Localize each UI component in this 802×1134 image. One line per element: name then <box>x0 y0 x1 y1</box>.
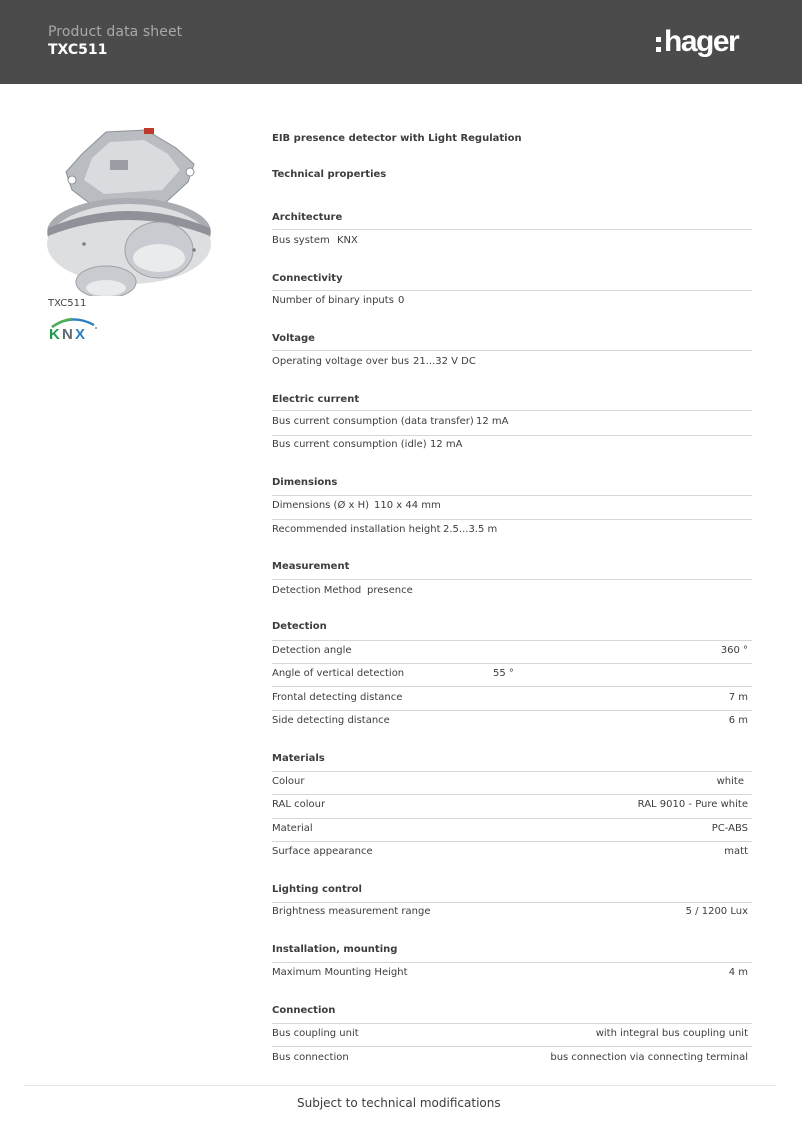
spec-row <box>272 439 752 453</box>
divider <box>272 902 752 903</box>
product-title: EIB presence detector with Light Regulation <box>272 133 522 144</box>
brand-name: hager <box>664 25 739 58</box>
spec-row <box>272 823 752 837</box>
spec-label: Angle of vertical detection <box>272 668 405 679</box>
logo-colon-icon <box>656 37 661 52</box>
spec-label: Detection angle <box>272 645 352 656</box>
divider <box>272 579 752 580</box>
section-title-connection: Connection <box>272 1005 336 1016</box>
spec-row <box>272 715 752 729</box>
spec-label: Dimensions (Ø x H) <box>272 500 370 511</box>
spec-label: Bus current consumption (idle) <box>272 439 427 450</box>
spec-label: RAL colour <box>272 799 326 810</box>
svg-text:K: K <box>49 326 60 341</box>
technical-properties-heading: Technical properties <box>272 169 387 180</box>
divider <box>272 962 752 963</box>
section-title-dimensions: Dimensions <box>272 477 338 488</box>
spec-value: RAL 9010 - Pure white <box>637 799 748 810</box>
spec-value: 12 mA <box>430 439 463 450</box>
product-reference: TXC511 <box>48 42 108 58</box>
spec-label: Frontal detecting distance <box>272 692 403 703</box>
spec-row <box>272 846 752 860</box>
spec-value: presence <box>367 585 413 596</box>
spec-value: 4 m <box>728 967 748 978</box>
divider <box>272 640 752 641</box>
spec-label: Bus coupling unit <box>272 1028 359 1039</box>
divider <box>272 229 752 230</box>
spec-label: Surface appearance <box>272 846 373 857</box>
divider <box>272 495 752 496</box>
spec-value: 6 m <box>728 715 748 726</box>
spec-label: Maximum Mounting Height <box>272 967 408 978</box>
spec-label: Bus system <box>272 235 330 246</box>
divider <box>272 519 752 520</box>
spec-label: Recommended installation height <box>272 524 441 535</box>
section-title-measurement: Measurement <box>272 561 350 572</box>
spec-row <box>272 692 752 706</box>
spec-value: 360 ° <box>720 645 748 656</box>
spec-row <box>272 235 752 249</box>
spec-value: KNX <box>337 235 358 246</box>
section-title-electric-current: Electric current <box>272 394 360 405</box>
spec-label: Number of binary inputs <box>272 295 394 306</box>
spec-row <box>272 776 752 790</box>
divider <box>272 818 752 819</box>
spec-label: Bus connection <box>272 1052 349 1063</box>
spec-row <box>272 668 752 682</box>
footer-divider <box>24 1085 776 1086</box>
divider <box>272 663 752 664</box>
product-image <box>44 124 214 296</box>
section-title-detection: Detection <box>272 621 327 632</box>
spec-label: Colour <box>272 776 305 787</box>
spec-row <box>272 524 752 538</box>
spec-value: 0 <box>398 295 405 306</box>
section-title-lighting-control: Lighting control <box>272 884 362 895</box>
spec-label: Bus current consumption (data transfer) <box>272 416 474 427</box>
divider <box>272 771 752 772</box>
svg-text:X: X <box>75 326 86 341</box>
section-title-materials: Materials <box>272 753 325 764</box>
spec-value: 55 ° <box>493 668 514 679</box>
spec-row <box>272 1052 752 1066</box>
section-title-installation-mounting: Installation, mounting <box>272 944 398 955</box>
spec-label: Material <box>272 823 313 834</box>
spec-row <box>272 500 752 514</box>
divider <box>272 410 752 411</box>
divider <box>272 435 752 436</box>
divider <box>272 686 752 687</box>
hager-logo <box>656 22 738 62</box>
divider <box>272 710 752 711</box>
spec-label: Brightness measurement range <box>272 906 431 917</box>
spec-value: with integral bus coupling unit <box>595 1028 748 1039</box>
section-title-architecture: Architecture <box>272 212 343 223</box>
spec-row <box>272 645 752 659</box>
spec-value: white <box>716 776 744 787</box>
spec-row <box>272 416 752 430</box>
spec-value: 2.5...3.5 m <box>443 524 498 535</box>
document-type: Product data sheet <box>48 24 183 40</box>
product-reference-label: TXC511 <box>48 298 87 309</box>
section-title-connectivity: Connectivity <box>272 273 343 284</box>
section-title-voltage: Voltage <box>272 333 315 344</box>
divider <box>272 290 752 291</box>
spec-value: PC-ABS <box>711 823 748 834</box>
svg-text:N: N <box>62 326 73 341</box>
spec-row <box>272 1028 752 1042</box>
divider <box>272 841 752 842</box>
page-header <box>0 0 802 84</box>
spec-label: Detection Method <box>272 585 362 596</box>
spec-row <box>272 906 752 920</box>
spec-label: Operating voltage over bus <box>272 356 410 367</box>
spec-value: 5 / 1200 Lux <box>685 906 748 917</box>
spec-value: matt <box>724 846 748 857</box>
spec-row <box>272 799 752 813</box>
spec-row <box>272 295 752 309</box>
spec-value: 7 m <box>728 692 748 703</box>
spec-row <box>272 585 752 599</box>
divider <box>272 350 752 351</box>
spec-value: 12 mA <box>476 416 509 427</box>
spec-row <box>272 356 752 370</box>
spec-row <box>272 967 752 981</box>
knx-logo-icon <box>48 315 100 341</box>
spec-value: 110 x 44 mm <box>374 500 441 511</box>
spec-value: bus connection via connecting terminal <box>550 1052 748 1063</box>
divider <box>272 794 752 795</box>
spec-label: Side detecting distance <box>272 715 390 726</box>
spec-value: 21...32 V DC <box>413 356 476 367</box>
footer-note: Subject to technical modifications <box>297 1096 501 1110</box>
divider <box>272 1046 752 1047</box>
divider <box>272 1023 752 1024</box>
